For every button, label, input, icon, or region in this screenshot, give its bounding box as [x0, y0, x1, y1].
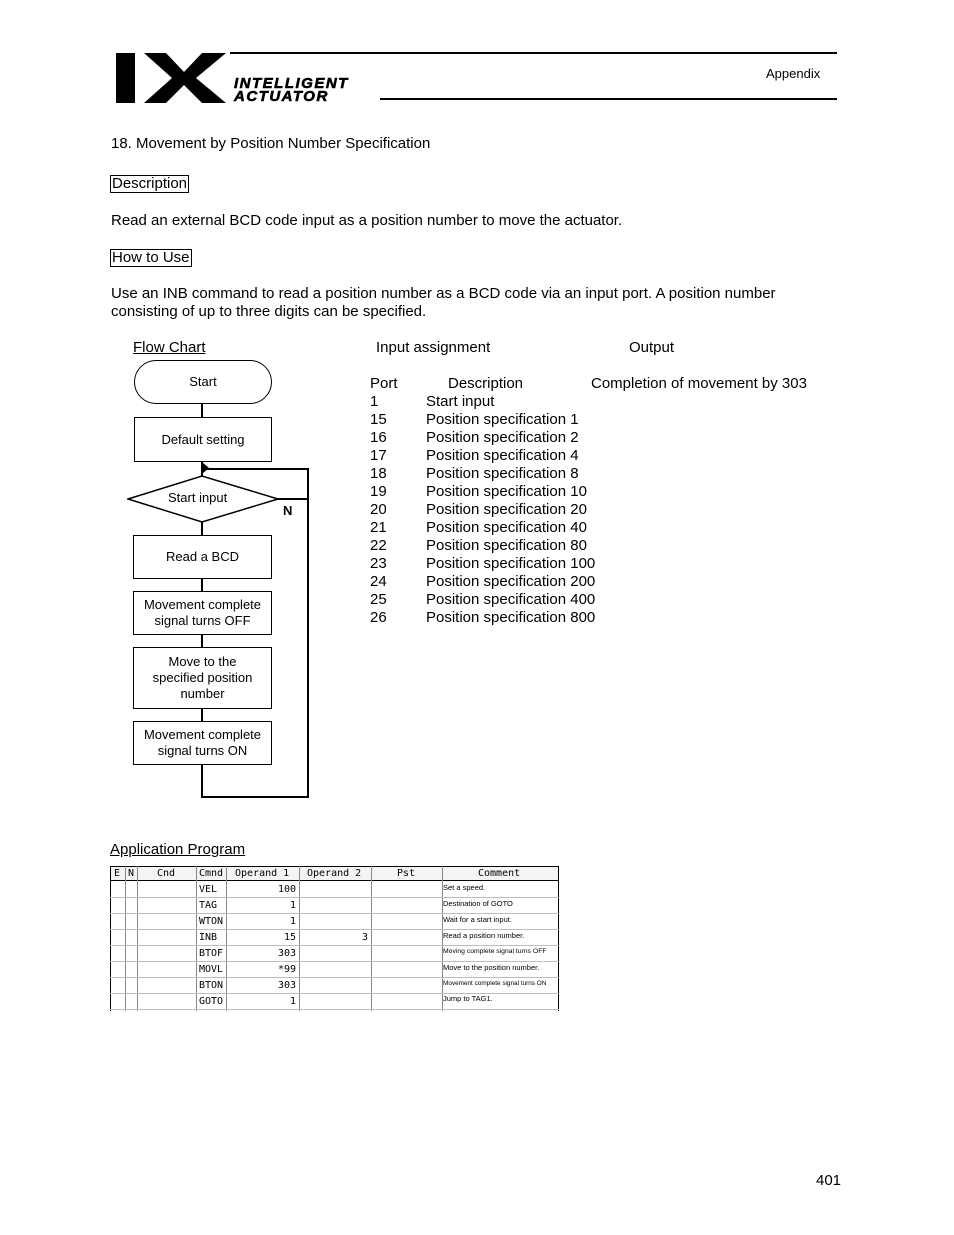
howto-text-line-2: consisting of up to three digits can be specified.: [111, 303, 427, 320]
operand1-cell: 15: [283, 932, 296, 943]
comment-cell: Jump to TAG1.: [443, 994, 493, 1003]
port-desc: Position specification 4: [426, 447, 579, 464]
grid-divider: [110, 866, 111, 1011]
col-header-operand1: Operand 1: [235, 868, 290, 879]
output-text: Completion of movement by 303: [591, 375, 807, 392]
table-row: [370, 519, 587, 537]
grid-divider: [558, 866, 559, 1011]
operand1-cell: 303: [277, 980, 296, 991]
program-heading: Application Program: [110, 841, 246, 858]
logo-x-shape: [144, 53, 226, 103]
grid-row-divider: [110, 1009, 559, 1010]
port-desc: Position specification 800: [426, 609, 596, 626]
col-port-header: Port: [370, 375, 398, 392]
page-title: 18. Movement by Position Number Specification: [111, 135, 431, 152]
cmnd-cell: MOVL: [199, 964, 224, 975]
col-header-pst: Pst: [397, 868, 416, 879]
comment-cell: Destination of GOTO: [443, 899, 513, 908]
port-number: 15: [370, 411, 387, 428]
port-desc: Position specification 20: [426, 501, 587, 518]
port-number: 17: [370, 447, 387, 464]
comment-cell: Wait for a start input.: [443, 915, 512, 924]
logo-i-bar: [116, 53, 135, 103]
page-number: 401: [816, 1172, 842, 1189]
port-number: 25: [370, 591, 387, 608]
grid-divider: [299, 866, 300, 1011]
port-desc: Position specification 2: [426, 429, 579, 446]
table-row: [370, 465, 579, 483]
port-number: 22: [370, 537, 387, 554]
grid-divider: [371, 866, 372, 1011]
port-desc: Start input: [426, 393, 495, 410]
table-row: [370, 537, 587, 555]
grid-divider: [125, 866, 126, 1011]
flow-move-line2: specified position: [152, 670, 253, 685]
table-row: [370, 429, 579, 447]
cmnd-cell: TAG: [199, 900, 218, 911]
cmnd-cell: GOTO: [199, 996, 224, 1007]
port-desc: Position specification 10: [426, 483, 587, 500]
port-desc: Position specification 100: [426, 555, 596, 572]
flow-signal-off: [133, 591, 272, 635]
operand1-cell: 1: [289, 900, 296, 911]
logo-text-actuator: ACTUATOR: [234, 88, 329, 105]
table-row: [370, 573, 595, 591]
table-row: [370, 393, 494, 411]
port-number: 20: [370, 501, 387, 518]
loop-line-top: [203, 468, 308, 470]
cmnd-cell: INB: [199, 932, 218, 943]
col-header-operand2: Operand 2: [307, 868, 362, 879]
howto-text-line-1: Use an INB command to read a position number as a BCD code via an input port. A position number: [111, 285, 776, 302]
col-header-cnd: Cnd: [157, 868, 176, 879]
connector-read-off: [201, 578, 203, 592]
input-assignment-heading: Input assignment: [376, 339, 491, 356]
comment-cell: Move to the position number.: [443, 963, 540, 972]
cmnd-cell: BTON: [199, 980, 224, 991]
grid-divider: [196, 866, 197, 1011]
operand1-cell: 1: [289, 996, 296, 1007]
description-text: Read an external BCD code input as a position number to move the actuator.: [111, 212, 623, 229]
flow-signal-off-line2: signal turns OFF: [154, 613, 251, 628]
table-row: [370, 411, 579, 429]
header-rule-bottom: [380, 98, 837, 100]
col-header-cmnd: Cmnd: [199, 868, 224, 879]
port-desc: Position specification 200: [426, 573, 596, 590]
port-number: 16: [370, 429, 387, 446]
flow-signal-on-line1: Movement complete: [143, 727, 262, 742]
cmnd-cell: WTON: [199, 916, 224, 927]
connector-move-on: [201, 708, 203, 722]
port-desc: Position specification 80: [426, 537, 587, 554]
port-number: 24: [370, 573, 387, 590]
flow-signal-on: [133, 721, 272, 765]
cmnd-cell: BTOF: [199, 948, 224, 959]
col-desc-header: Description: [448, 375, 524, 392]
flow-move-line1: Move to the: [168, 654, 237, 669]
table-row: [370, 591, 595, 609]
operand1-cell: *99: [277, 964, 296, 975]
description-heading: Description: [112, 175, 188, 192]
table-row: [370, 501, 587, 519]
operand1-cell: 100: [277, 884, 296, 895]
flowchart-heading: Flow Chart: [133, 339, 206, 356]
connector-on-loop: [201, 764, 203, 797]
grid-divider: [226, 866, 227, 1011]
flow-move-position: [133, 647, 272, 709]
comment-cell: Movement complete signal turns ON: [443, 980, 547, 987]
port-number: 1: [370, 393, 379, 410]
no-branch-line: [276, 498, 308, 500]
flow-read-bcd-label: Read a BCD: [166, 549, 239, 564]
port-number: 19: [370, 483, 387, 500]
operand1-cell: 303: [277, 948, 296, 959]
flow-signal-off-line1: Movement complete: [143, 597, 262, 612]
flow-no-label: N: [283, 503, 293, 518]
col-header-n: N: [128, 868, 135, 879]
logo-text-intelligent: INTELLIGENT: [234, 75, 349, 92]
program-grid: [110, 866, 559, 1011]
flow-read-bcd: [133, 535, 272, 579]
port-desc: Position specification 400: [426, 591, 596, 608]
connector-start-default: [201, 403, 203, 418]
table-row: [370, 609, 595, 627]
flow-start-label: Start: [189, 374, 217, 389]
port-number: 23: [370, 555, 387, 572]
grid-divider: [137, 866, 138, 1011]
table-row: [370, 447, 579, 465]
ix-logo: [114, 50, 404, 106]
header-section-label: Appendix: [766, 66, 821, 81]
flow-default-setting: [134, 417, 272, 462]
col-header-e: E: [114, 868, 121, 879]
comment-cell: Read a position number.: [443, 931, 525, 940]
port-number: 21: [370, 519, 387, 536]
operand2-cell: 3: [361, 932, 368, 943]
output-heading: Output: [629, 339, 675, 356]
comment-cell: Moving complete signal turns OFF: [443, 948, 547, 955]
howto-heading: How to Use: [112, 249, 190, 266]
port-desc: Position specification 8: [426, 465, 579, 482]
comment-cell: Set a speed.: [443, 883, 486, 892]
loop-line-bottom: [201, 796, 309, 798]
connector-decision-read: [201, 521, 203, 536]
header-rule-top: [230, 52, 837, 54]
flow-signal-on-line2: signal turns ON: [157, 743, 248, 758]
flow-move-line3: number: [180, 686, 225, 701]
table-row: [370, 555, 595, 573]
port-desc: Position specification 40: [426, 519, 587, 536]
cmnd-cell: VEL: [199, 884, 218, 895]
col-header-comment: Comment: [478, 868, 521, 879]
flow-decision-label: Start input: [168, 490, 228, 505]
flow-default-setting-label: Default setting: [161, 431, 245, 447]
table-row: [370, 483, 587, 501]
connector-off-move: [201, 634, 203, 648]
operand1-cell: 1: [289, 916, 296, 927]
port-number: 26: [370, 609, 387, 626]
flow-start: [134, 360, 272, 404]
loop-line-right: [307, 468, 309, 798]
port-number: 18: [370, 465, 387, 482]
port-desc: Position specification 1: [426, 411, 579, 428]
loop-arrow-icon: [199, 462, 211, 474]
